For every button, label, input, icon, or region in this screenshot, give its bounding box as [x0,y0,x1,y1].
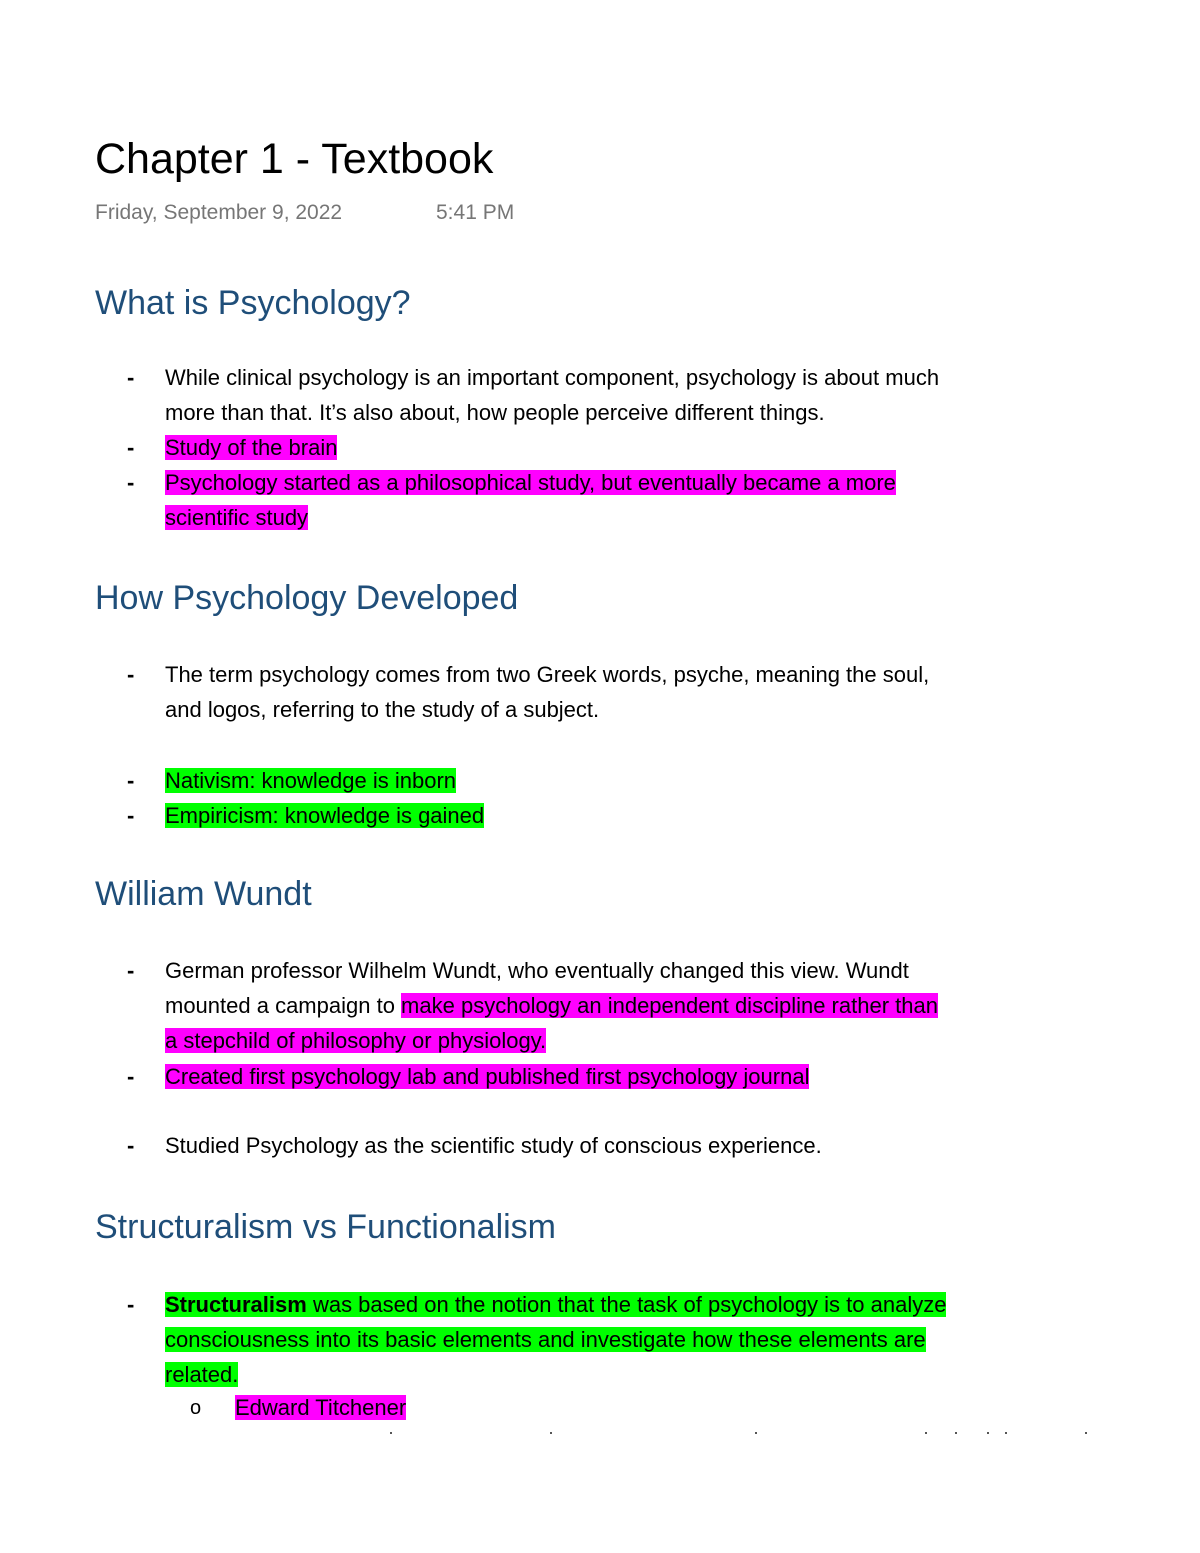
sub-bullet-marker: o [190,1397,202,1419]
highlighted-text: Study of the brain [165,435,338,460]
highlighted-text: Created first psychology lab and published first psychology journal [165,1064,810,1089]
bullet-marker: - [127,435,135,460]
section-heading-william-wundt: William Wundt [95,875,312,913]
bullet-marker: - [127,1292,135,1317]
list-item-line [165,500,308,535]
page-date: Friday, September 9, 2022 [95,201,343,224]
list-item-line [165,1287,946,1322]
bold-term: Structuralism [165,1292,307,1317]
highlighted-text-continued: was based on the notion that the task of psychology is to analyze [306,1292,947,1317]
bullet-marker: - [127,1133,135,1158]
plain-text: mounted a campaign to [165,993,402,1018]
cut-off-text-remnant [235,1428,1105,1438]
sub-list-item-line [235,1390,406,1425]
list-item-line [165,465,896,500]
list-item-line [165,1357,238,1392]
bullet-marker: - [127,768,135,793]
bullet-marker: - [127,1064,135,1089]
bullet-marker: - [127,470,135,495]
page-time: 5:41 PM [436,201,515,224]
list-item-line [165,798,484,833]
bullet-marker: - [127,365,135,390]
list-item-line [165,1322,926,1357]
highlighted-text: related. [165,1362,239,1387]
bullet-marker: - [127,662,135,687]
bullet-marker: - [127,958,135,983]
list-item-line: and logos, referring to the study of a subject. [165,697,600,722]
page-title: Chapter 1 - Textbook [95,135,494,183]
highlighted-text: Psychology started as a philosophical study, but eventually became a more [165,470,896,495]
list-item-line: more than that. It’s also about, how people perceive different things. [165,400,825,425]
section-heading-structuralism-vs-functionalism: Structuralism vs Functionalism [95,1208,557,1246]
list-item-line [165,1023,546,1058]
list-item-line [165,988,938,1023]
list-item-line: The term psychology comes from two Greek words, psyche, meaning the soul, [165,662,930,687]
list-item-line [165,430,337,465]
highlighted-text: make psychology an independent discipline rather than [401,993,938,1018]
highlighted-text: Nativism: knowledge is inborn [165,768,457,793]
section-heading-how-psychology-developed: How Psychology Developed [95,579,519,617]
list-item-line [165,1059,809,1094]
bullet-marker: - [127,803,135,828]
highlighted-text: Empiricism: knowledge is gained [165,803,485,828]
list-item-line: German professor Wilhelm Wundt, who eventually changed this view. Wundt [165,958,909,983]
highlighted-text: Edward Titchener [235,1395,407,1420]
highlighted-text: consciousness into its basic elements and investigate how these elements are [165,1327,926,1352]
highlighted-text: a stepchild of philosophy or physiology. [165,1028,547,1053]
section-heading-what-is-psychology: What is Psychology? [95,284,411,322]
highlighted-text: scientific study [165,505,309,530]
list-item-line [165,763,456,798]
highlighted-text [165,1292,946,1317]
list-item-line: While clinical psychology is an important component, psychology is about much [165,365,940,390]
list-item-line: Studied Psychology as the scientific study of conscious experience. [165,1133,822,1158]
